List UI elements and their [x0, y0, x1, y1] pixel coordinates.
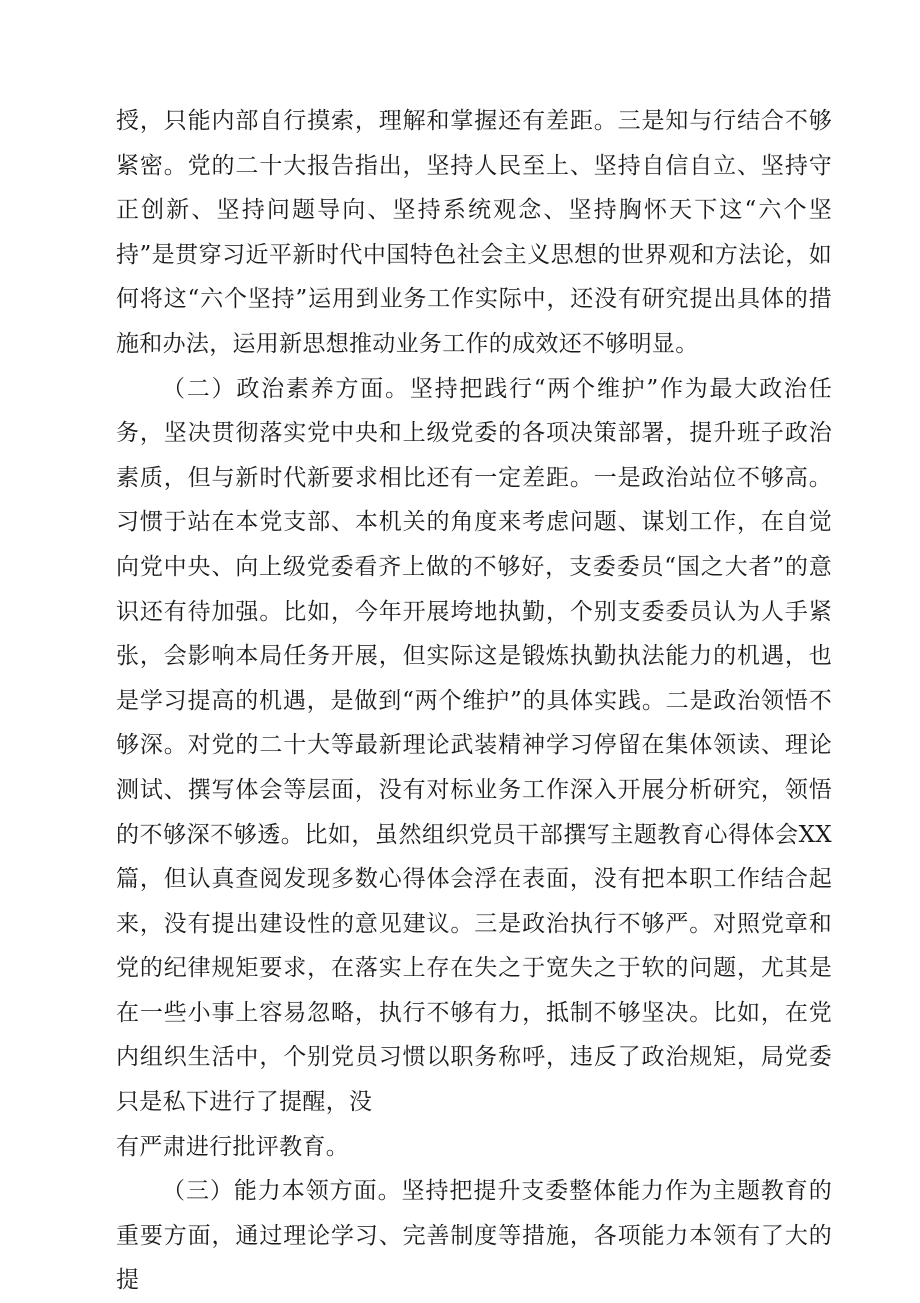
paragraph-text: （三）能力本领方面。坚持把提升支委整体能力作为主题教育的重要方面，通过理论学习、完善制度等措施，各项能力本领有了大的提 [116, 1178, 832, 1294]
paragraph-ability [116, 1169, 832, 1303]
document-body [116, 99, 832, 1303]
paragraph-political-literacy [116, 367, 832, 1170]
paragraph-text: 授，只能内部自行摸索，理解和掌握还有差距。三是知与行结合不够紧密。党的二十大报告指出，坚持人民至上、坚持自信自立、坚持守正创新、坚持问题导向、坚持系统观念、坚持胸怀天下这“六个坚持”是贯穿习近平新时代中国特色社会主义思想的世界观和方法论，如何将这“六个坚持”运用到业务工作实际中，还没有研究提出具体的措施和办法，运用新思想推动业务工作的成效还不够明显。 [116, 108, 832, 357]
paragraph-text: （二）政治素养方面。坚持把践行“两个维护”作为最大政治任务，坚决贯彻落实党中央和上级党委的各项决策部署，提升班子政治素质，但与新时代新要求相比还有一定差距。一是政治站位不够高。习惯于站在本党支部、本机关的角度来考虑问题、谋划工作，在自觉向党中央、向上级党委看齐上做的不够好，支委委员“国之大者”的意识还有待加强。比如，今年开展垮地执勤，个别支委委员认为人手紧张，会影响本局任务开展，但实际这是锻炼执勤执法能力的机遇，也是学习提高的机遇，是做到“两个维护”的具体实践。二是政治领悟不够深。对党的二十大等最新理论武装精神学习停留在集体领读、理论测试、撰写体会等层面，没有对标业务工作深入开展分析研究，领悟的不够深不够透。比如，虽然组织党员干部撰写主题教育心得体会XX篇，但认真查阅发现多数心得体会浮在表面，没有把本职工作结合起来，没有提出建设性的意见建议。三是政治执行不够严。对照党章和党的纪律规矩要求，在落实上存在失之于宽失之于软的问题，尤其是在一些小事上容易忽略，执行不够有力，抵制不够坚决。比如，在党内组织生活中，个别党员习惯以职务称呼，违反了政治规矩，局党委只是私下进行了提醒，没 [116, 375, 832, 1116]
paragraph-text-tail: 有严肃进行批评教育。 [116, 1133, 349, 1160]
paragraph-continuation [116, 99, 832, 367]
